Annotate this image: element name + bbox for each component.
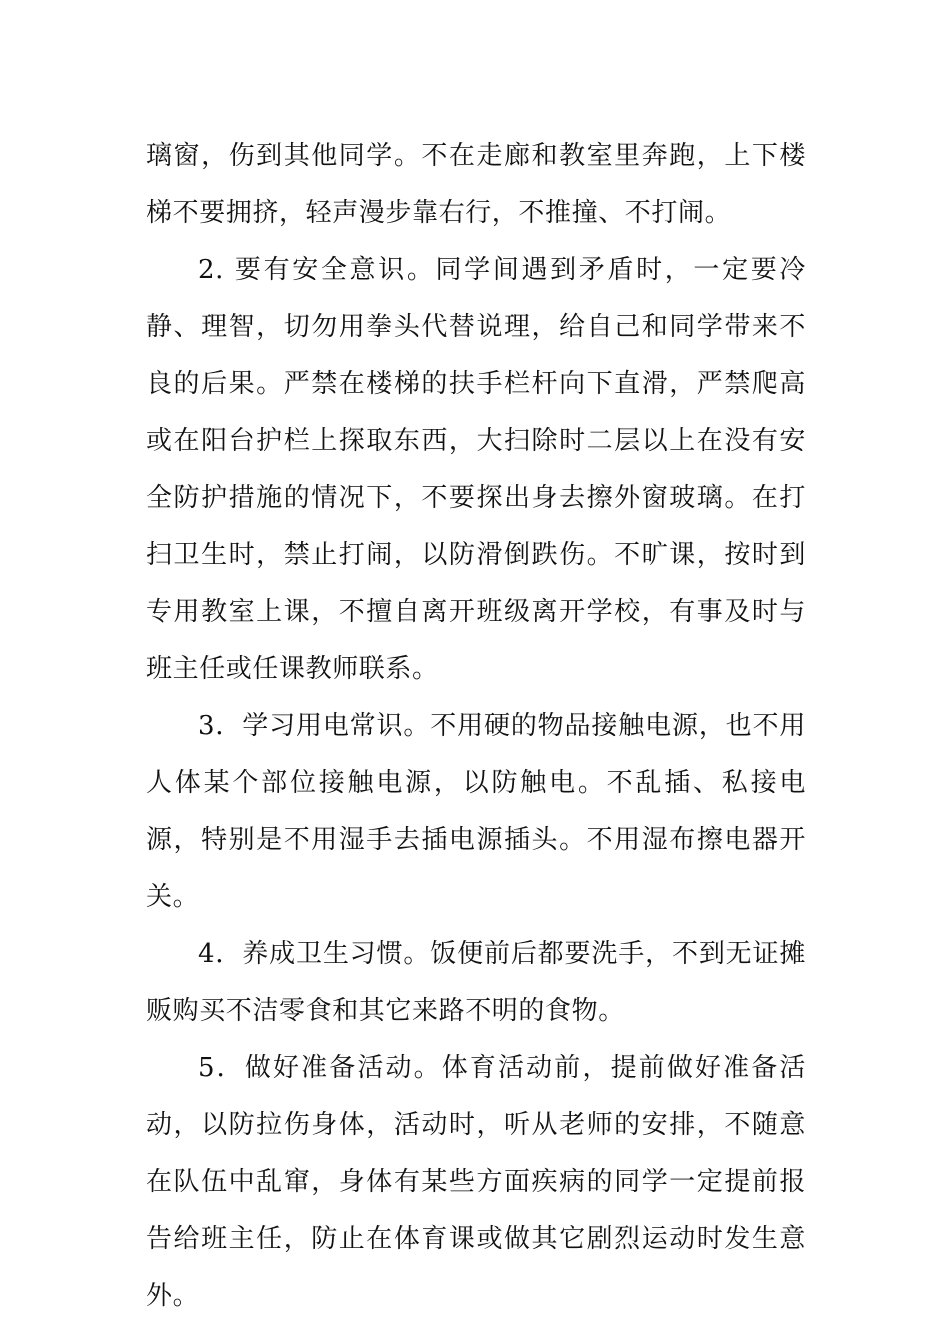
- paragraph-item-4: 4．养成卫生习惯。饭便前后都要洗手，不到无证摊贩购买不洁零食和其它来路不明的食物。: [146, 939, 806, 1026]
- paragraph-item-5: 5．做好准备活动。体育活动前，提前做好准备活动，以防拉伤身体，活动时，听从老师的安排，不随意在队伍中乱窜，身体有某些方面疾病的同学一定提前报告给班主任，防止在体育课或做其它剧烈运动时发生意外。: [146, 1053, 806, 1311]
- paragraph-item-3: 3．学习用电常识。不用硬的物品接触电源，也不用人体某个部位接触电源，以防触电。不乱插、私接电源，特别是不用湿手去插电源插头。不用湿布擦电器开关。: [146, 711, 806, 912]
- paragraph-continuation: 璃窗，伤到其他同学。不在走廊和教室里奔跑，上下楼梯不要拥挤，轻声漫步靠右行，不推撞、不打闹。: [146, 141, 806, 228]
- document-body: [146, 128, 806, 1325]
- paragraph-item-2: 2. 要有安全意识。同学间遇到矛盾时，一定要冷静、理智，切勿用拳头代替说理，给自己和同学带来不良的后果。严禁在楼梯的扶手栏杆向下直滑，严禁爬高或在阳台护栏上探取东西，大扫除时二层以上在没有安全防护措施的情况下，不要探出身去擦外窗玻璃。在打扫卫生时，禁止打闹，以防滑倒跌伤。不旷课，按时到专用教室上课，不擅自离开班级离开学校，有事及时与班主任或任课教师联系。: [146, 255, 806, 684]
